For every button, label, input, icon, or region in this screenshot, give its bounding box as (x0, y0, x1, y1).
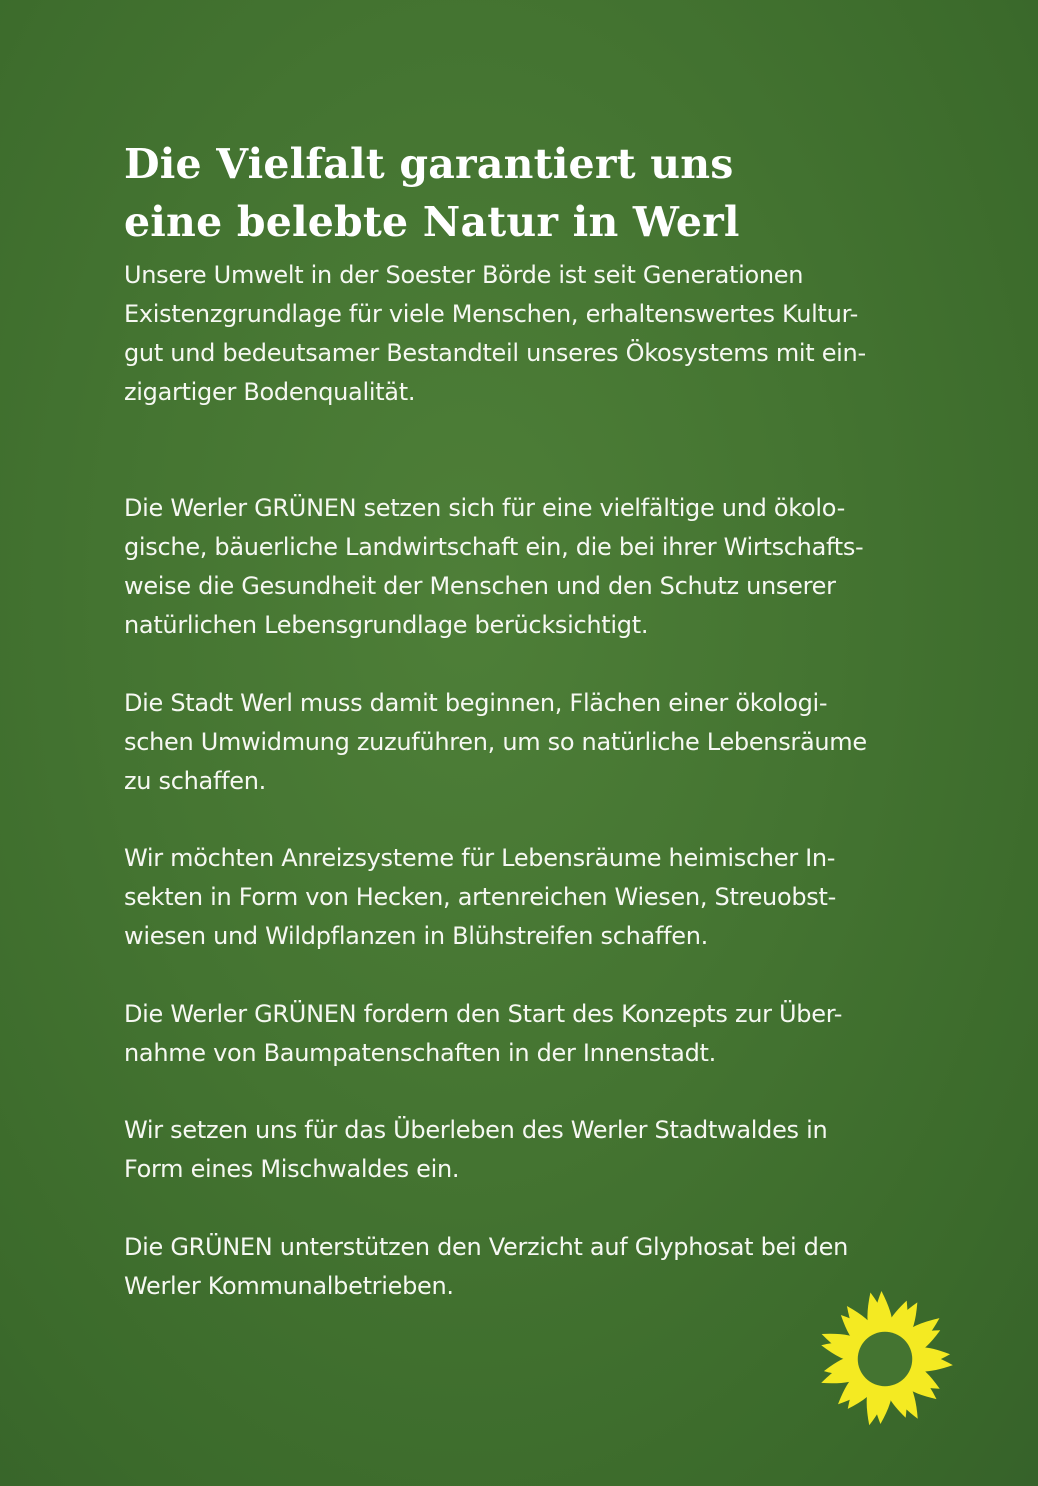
sunflower-icon (812, 1286, 958, 1432)
paragraph-line: Existenzgrundlage für viele Menschen, erhaltenswertes Kultur- (124, 300, 858, 328)
paragraph-insekten (124, 839, 924, 956)
paragraph-flaechen (124, 684, 924, 801)
paragraph-line: Die Stadt Werl muss damit beginnen, Flächen einer ökologi- (124, 689, 828, 717)
paragraph-baumpatenschaften (124, 995, 924, 1073)
paragraph-line: natürlichen Lebensgrundlage berücksichtigt. (124, 611, 649, 639)
title-line: Die Vielfalt garantiert uns (124, 140, 734, 189)
sunflower-center (858, 1332, 913, 1387)
title-line: eine belebte Natur in Werl (124, 198, 740, 247)
paragraph-line: schen Umwidmung zuzuführen, um so natürliche Lebensräume (124, 728, 867, 756)
paragraph-line: Form eines Mischwaldes ein. (124, 1155, 460, 1183)
paragraph-landwirtschaft (124, 489, 924, 645)
paragraph-line: weise die Gesundheit der Menschen und den Schutz unserer (124, 572, 836, 600)
page-title (124, 135, 944, 251)
paragraph-line: nahme von Baumpatenschaften in der Innenstadt. (124, 1039, 716, 1067)
paragraph-line: Die GRÜNEN unterstützen den Verzicht auf Glyphosat bei den (124, 1233, 848, 1261)
paragraph-line: gische, bäuerliche Landwirtschaft ein, die bei ihrer Wirtschafts- (124, 533, 864, 561)
paragraph-line: Wir setzen uns für das Überleben des Werler Stadtwaldes in (124, 1116, 828, 1144)
paragraph-soester-boerde (124, 256, 924, 412)
paragraph-line: Wir möchten Anreizsysteme für Lebensräume heimischer In- (124, 844, 836, 872)
paragraph-line: sekten in Form von Hecken, artenreichen Wiesen, Streuobst- (124, 883, 836, 911)
paragraph-line: gut und bedeutsamer Bestandteil unseres Ökosystems mit ein- (124, 339, 866, 367)
paragraph-line: Werler Kommunalbetrieben. (124, 1272, 454, 1300)
paragraph-stadtwald (124, 1111, 924, 1189)
paragraph-line: Die Werler GRÜNEN fordern den Start des Konzepts zur Über- (124, 1000, 843, 1028)
paragraph-line: Die Werler GRÜNEN setzen sich für eine vielfältige und ökolo- (124, 494, 845, 522)
paragraph-line: wiesen und Wildpflanzen in Blühstreifen schaffen. (124, 922, 708, 950)
paragraph-line: zu schaffen. (124, 767, 266, 795)
paragraph-line: zigartiger Bodenqualität. (124, 378, 416, 406)
paragraph-glyphosat (124, 1228, 924, 1306)
paragraph-line: Unsere Umwelt in der Soester Börde ist seit Generationen (124, 261, 804, 289)
